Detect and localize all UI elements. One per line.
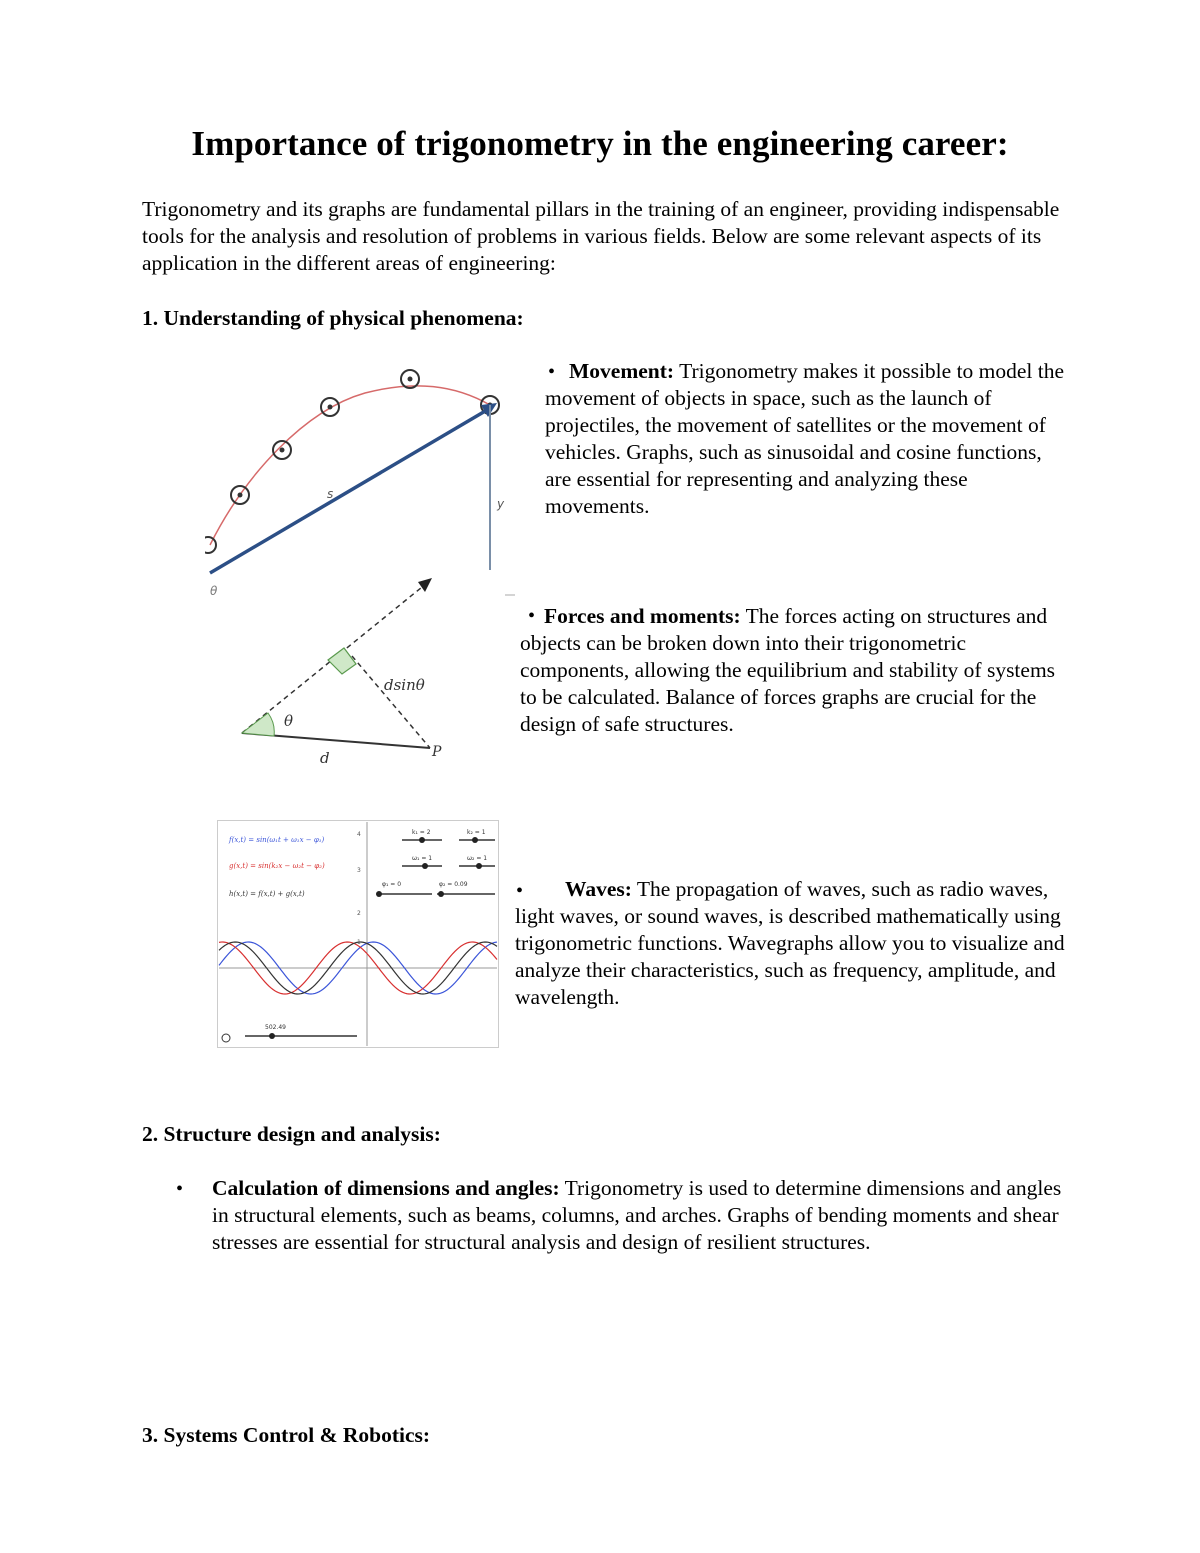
axis-tick: 3 bbox=[357, 867, 361, 874]
slider-label-w1: ω₁ = 1 bbox=[412, 855, 433, 862]
axis-tick: 4 bbox=[357, 831, 361, 838]
slider-label-p2: φ₂ = 0.09 bbox=[439, 881, 468, 888]
equation-g: g(x,t) = sin(k₂x − ω₂t − φ₂) bbox=[229, 862, 325, 870]
bullet-dot: • bbox=[528, 605, 536, 627]
bullet-dot: • bbox=[516, 880, 524, 902]
axis-tick: 1 bbox=[357, 939, 361, 946]
bullet-text: Trigonometry is used to determine dimensions and angles in structural elements, such as beams, columns, and arches. Graphs of bending moments and shear stresses are essential for structural analysis and design of resilient structures. bbox=[212, 1176, 1062, 1254]
bullet-dot: • bbox=[176, 1178, 184, 1200]
bullet-term: Calculation of dimensions and angles: bbox=[212, 1176, 560, 1200]
slider-t-value: 502.49 bbox=[265, 1024, 286, 1031]
bullet-dimensions bbox=[212, 1175, 1072, 1256]
perpendicular-dashed bbox=[352, 656, 430, 748]
bullet-forces bbox=[520, 603, 1070, 738]
page-title: Importance of trigonometry in the engineering career: bbox=[191, 124, 1009, 163]
theta-label: θ bbox=[284, 712, 294, 730]
vertical-label: y bbox=[497, 497, 505, 511]
projectile-figure bbox=[205, 355, 515, 600]
trajectory-curve bbox=[210, 386, 490, 545]
slider-label-w2: ω₂ = 1 bbox=[467, 855, 488, 862]
section-heading-1: 1. Understanding of physical phenomena: bbox=[142, 306, 524, 330]
bullet-term: Movement: bbox=[569, 359, 675, 383]
right-angle-marker bbox=[328, 648, 356, 674]
section-heading-2: 2. Structure design and analysis: bbox=[142, 1122, 441, 1146]
dsin-label: dsinθ bbox=[384, 676, 425, 694]
displacement-vector bbox=[210, 410, 487, 573]
bullet-term: Waves: bbox=[565, 877, 632, 901]
angle-wedge bbox=[242, 713, 274, 736]
section-heading-3: 3. Systems Control & Robotics: bbox=[142, 1423, 431, 1447]
bullet-waves bbox=[515, 876, 1070, 1011]
slider-label-p1: φ₁ = 0 bbox=[382, 881, 402, 888]
bullet-dot: • bbox=[548, 361, 556, 383]
vector-label: s bbox=[327, 487, 334, 501]
point-label: P bbox=[432, 744, 442, 760]
bullet-text: Trigonometry makes it possible to model the movement of objects in space, such as the launch of projectiles, the movement of satellites or the movement of vehicles. Graphs, such as sinusoidal and cosine functions, are essential for representing and analyzing these movements. bbox=[545, 359, 1065, 518]
axis-tick: 2 bbox=[357, 910, 361, 917]
bullet-movement bbox=[545, 358, 1070, 520]
forces-figure bbox=[232, 568, 462, 768]
slider-label-k1: k₁ = 2 bbox=[412, 829, 431, 836]
bullet-text: The propagation of waves, such as radio waves, light waves, or sound waves, is described mathematically using trigonometric functions. Wavegraphs allow you to visualize and analyze their characteristics, such as frequency, amplitude, and wavelength. bbox=[515, 877, 1065, 1009]
intro-paragraph: Trigonometry and its graphs are fundamental pillars in the training of an engineer, providing indispensable tools for the analysis and resolution of problems in various fields. Below are some relevant aspects of its application in the different areas of engineering: bbox=[142, 197, 1060, 275]
bullet-term: Forces and moments: bbox=[544, 604, 741, 628]
equation-h: h(x,t) = f(x,t) + g(x,t) bbox=[229, 890, 305, 898]
force-arrowhead bbox=[418, 578, 432, 592]
slider-label-k2: k₂ = 1 bbox=[467, 829, 486, 836]
equation-f: f(x,t) = sin(ω₁t + ω₁x − φ₁) bbox=[229, 836, 325, 844]
waves-figure bbox=[217, 820, 499, 1048]
angle-label: θ bbox=[210, 584, 218, 598]
bullet-text: The forces acting on structures and objects can be broken down into their trigonometric components, allowing the equilibrium and stability of systems to be calculated. Balance of forces graphs are crucial for the design of safe structures. bbox=[520, 604, 1056, 736]
d-label: d bbox=[320, 749, 330, 767]
